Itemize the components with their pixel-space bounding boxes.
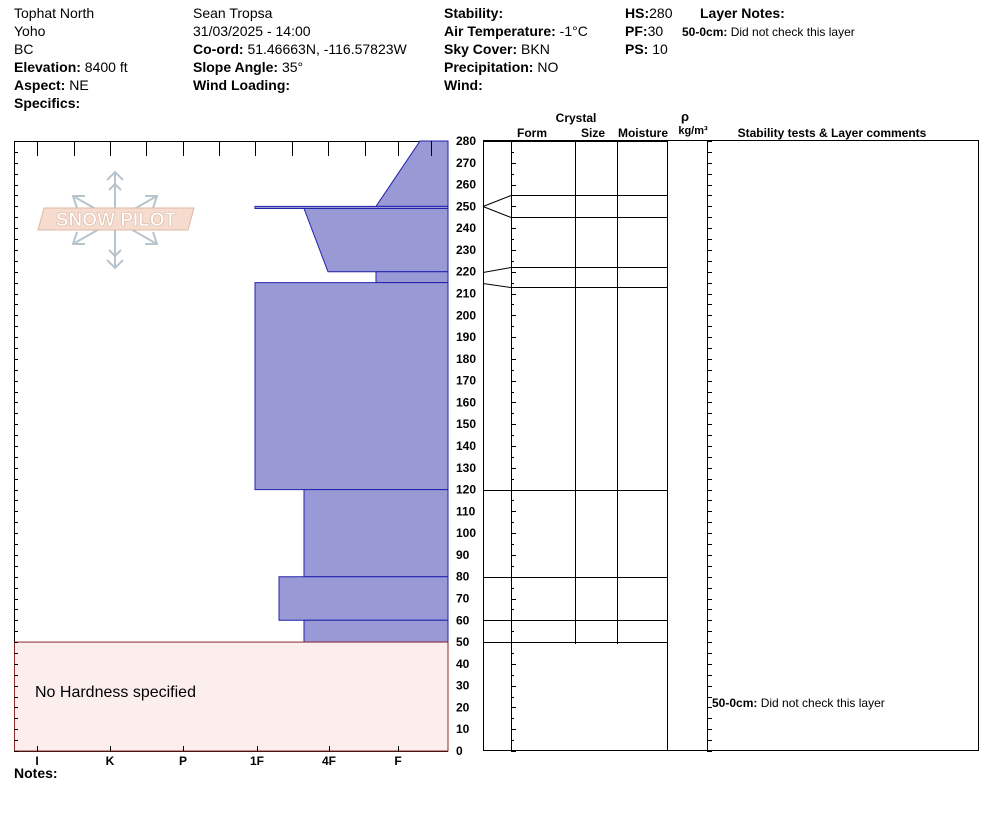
depth-label-150: 150 bbox=[456, 417, 477, 432]
hardness-layer-2 bbox=[304, 209, 448, 272]
depth-label-170: 170 bbox=[456, 373, 477, 388]
depth-label-140: 140 bbox=[456, 439, 477, 453]
no-hardness-text: No Hardness specified bbox=[35, 684, 196, 701]
layer-connector bbox=[483, 284, 511, 288]
state-province: BC bbox=[14, 41, 34, 57]
depth-label-130: 130 bbox=[456, 460, 477, 475]
notes-label: Notes: bbox=[14, 765, 58, 781]
col-rho-header: ρ bbox=[680, 109, 690, 124]
logo-text: SNOW PILOT bbox=[55, 210, 177, 231]
elevation: Elevation: 8400 ft bbox=[14, 59, 128, 75]
depth-label-160: 160 bbox=[456, 395, 477, 410]
col-moisture-header: Moisture bbox=[617, 126, 669, 140]
wind-loading-label: Wind Loading: bbox=[193, 77, 291, 93]
depth-label-190: 190 bbox=[456, 330, 477, 345]
coordinates: Co-ord: 51.46663N, -116.57823W bbox=[193, 41, 407, 57]
depth-label-220: 220 bbox=[456, 264, 477, 279]
col-size-header: Size bbox=[580, 126, 606, 140]
depth-label-80: 80 bbox=[456, 569, 470, 584]
layer-comment: 50-0cm: Did not check this layer bbox=[712, 696, 885, 710]
hardness-layer-7 bbox=[304, 620, 448, 642]
table-depth-ticks bbox=[511, 142, 712, 752]
depth-label-50: 50 bbox=[456, 635, 470, 650]
depth-label-200: 200 bbox=[456, 308, 477, 323]
depth-label-260: 260 bbox=[456, 177, 477, 192]
depth-label-230: 230 bbox=[456, 242, 477, 257]
col-form-header: Form bbox=[517, 126, 547, 140]
ski-penetration: PS: 10 bbox=[625, 41, 668, 57]
layer-connectors bbox=[483, 142, 511, 643]
depth-axis-labels bbox=[456, 134, 476, 758]
depth-label-20: 20 bbox=[456, 700, 470, 715]
col-density-unit: kg/m³ bbox=[678, 125, 708, 137]
precipitation: Precipitation: NO bbox=[444, 59, 559, 75]
hardness-label-1f: 1F bbox=[249, 754, 265, 768]
layer-table bbox=[484, 141, 979, 752]
hardness-layer-3 bbox=[376, 272, 448, 283]
depth-label-90: 90 bbox=[456, 547, 470, 562]
depth-label-0: 0 bbox=[456, 744, 463, 758]
sky-cover: Sky Cover: BKN bbox=[444, 41, 550, 57]
depth-label-250: 250 bbox=[456, 199, 477, 214]
stability-label: Stability: bbox=[444, 5, 504, 21]
observation-datetime: 31/03/2025 - 14:00 bbox=[193, 23, 311, 39]
layer-connector bbox=[483, 196, 511, 207]
snow-height: HS:280 bbox=[625, 5, 673, 21]
hardness-label-f: F bbox=[394, 754, 402, 768]
hardness-layer-6 bbox=[279, 577, 448, 621]
depth-label-120: 120 bbox=[456, 482, 477, 497]
mountain-range: Yoho bbox=[14, 23, 46, 39]
aspect: Aspect: NE bbox=[14, 77, 89, 93]
wind-label: Wind: bbox=[444, 77, 483, 93]
hardness-label-i: I bbox=[35, 754, 39, 768]
depth-label-280: 280 bbox=[456, 134, 477, 148]
air-temperature: Air Temperature: -1°C bbox=[444, 23, 588, 39]
depth-label-30: 30 bbox=[456, 678, 470, 693]
layer-connector bbox=[483, 207, 511, 218]
layer-note: 50-0cm: Did not check this layer bbox=[682, 25, 855, 39]
location-name: Tophat North bbox=[14, 5, 95, 21]
depth-label-10: 10 bbox=[456, 722, 470, 737]
hardness-label-k: K bbox=[105, 754, 115, 768]
depth-label-100: 100 bbox=[456, 526, 477, 541]
hardness-layer-0 bbox=[376, 141, 448, 206]
observer-name: Sean Tropsa bbox=[193, 5, 273, 21]
depth-label-210: 210 bbox=[456, 286, 477, 301]
depth-label-240: 240 bbox=[456, 221, 477, 236]
hardness-layer-4 bbox=[255, 283, 448, 490]
layer-notes-label: Layer Notes: bbox=[700, 5, 785, 21]
col-stability-header: Stability tests & Layer comments bbox=[737, 126, 927, 140]
depth-label-70: 70 bbox=[456, 591, 470, 606]
hardness-layers bbox=[255, 141, 448, 642]
depth-label-270: 270 bbox=[456, 155, 477, 170]
depth-label-60: 60 bbox=[456, 613, 470, 628]
depth-label-40: 40 bbox=[456, 656, 470, 671]
depth-label-180: 180 bbox=[456, 351, 477, 366]
specifics-label: Specifics: bbox=[14, 95, 81, 111]
slope-angle: Slope Angle: 35° bbox=[193, 59, 304, 75]
layer-connector bbox=[483, 268, 511, 273]
foot-penetration: PF:30 bbox=[625, 23, 664, 39]
hardness-layer-5 bbox=[304, 490, 448, 577]
col-crystal-header: Crystal bbox=[555, 111, 597, 125]
hardness-label-4f: 4F bbox=[321, 754, 337, 768]
hardness-label-p: P bbox=[178, 754, 188, 768]
depth-label-110: 110 bbox=[456, 504, 476, 519]
layer-table-rows bbox=[511, 142, 667, 643]
